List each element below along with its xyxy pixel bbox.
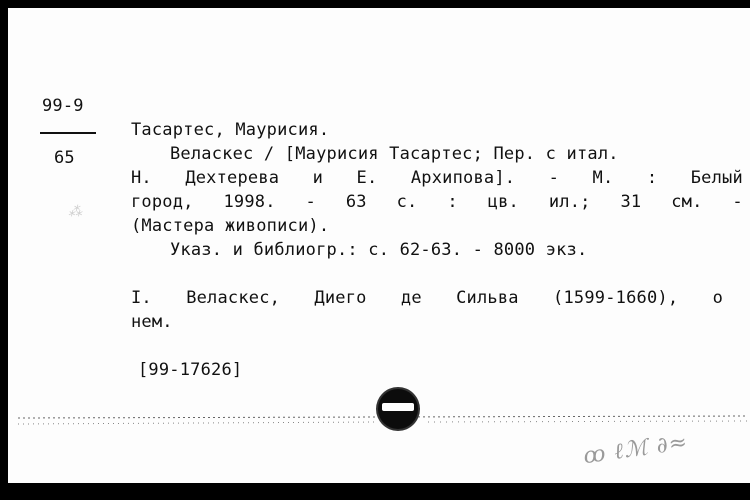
title-line-2: Н. Дехтерева и Е. Архипова]. - М. : Белый <box>131 168 743 188</box>
title-line-3: город, 1998. - 63 с. : цв. ил.; 31 см. - <box>131 192 743 212</box>
author-heading: Тасартес, Маурисия. <box>131 120 330 140</box>
punch-hole <box>378 389 418 429</box>
divider-rule <box>40 132 96 134</box>
series-line: (Мастера живописи). <box>131 216 330 236</box>
subject-line-2: нем. <box>131 312 173 332</box>
notes-line: Указ. и библиогр.: с. 62-63. - 8000 экз. <box>170 240 588 260</box>
catalog-card <box>8 8 750 483</box>
title-line-1: Веласкес / [Маурисия Тасартес; Пер. с итал. <box>170 144 619 164</box>
class-number: 99-9 <box>42 96 84 116</box>
shelf-number: 65 <box>54 148 75 168</box>
subject-line-1: I. Веласкес, Диего де Сильва (1599-1660), о <box>131 288 723 308</box>
handwritten-mark: ꝏ ℓℳ ∂≈ <box>581 429 690 470</box>
faint-stamp: ⁂ <box>68 204 82 220</box>
record-number: [99-17626] <box>138 360 243 380</box>
